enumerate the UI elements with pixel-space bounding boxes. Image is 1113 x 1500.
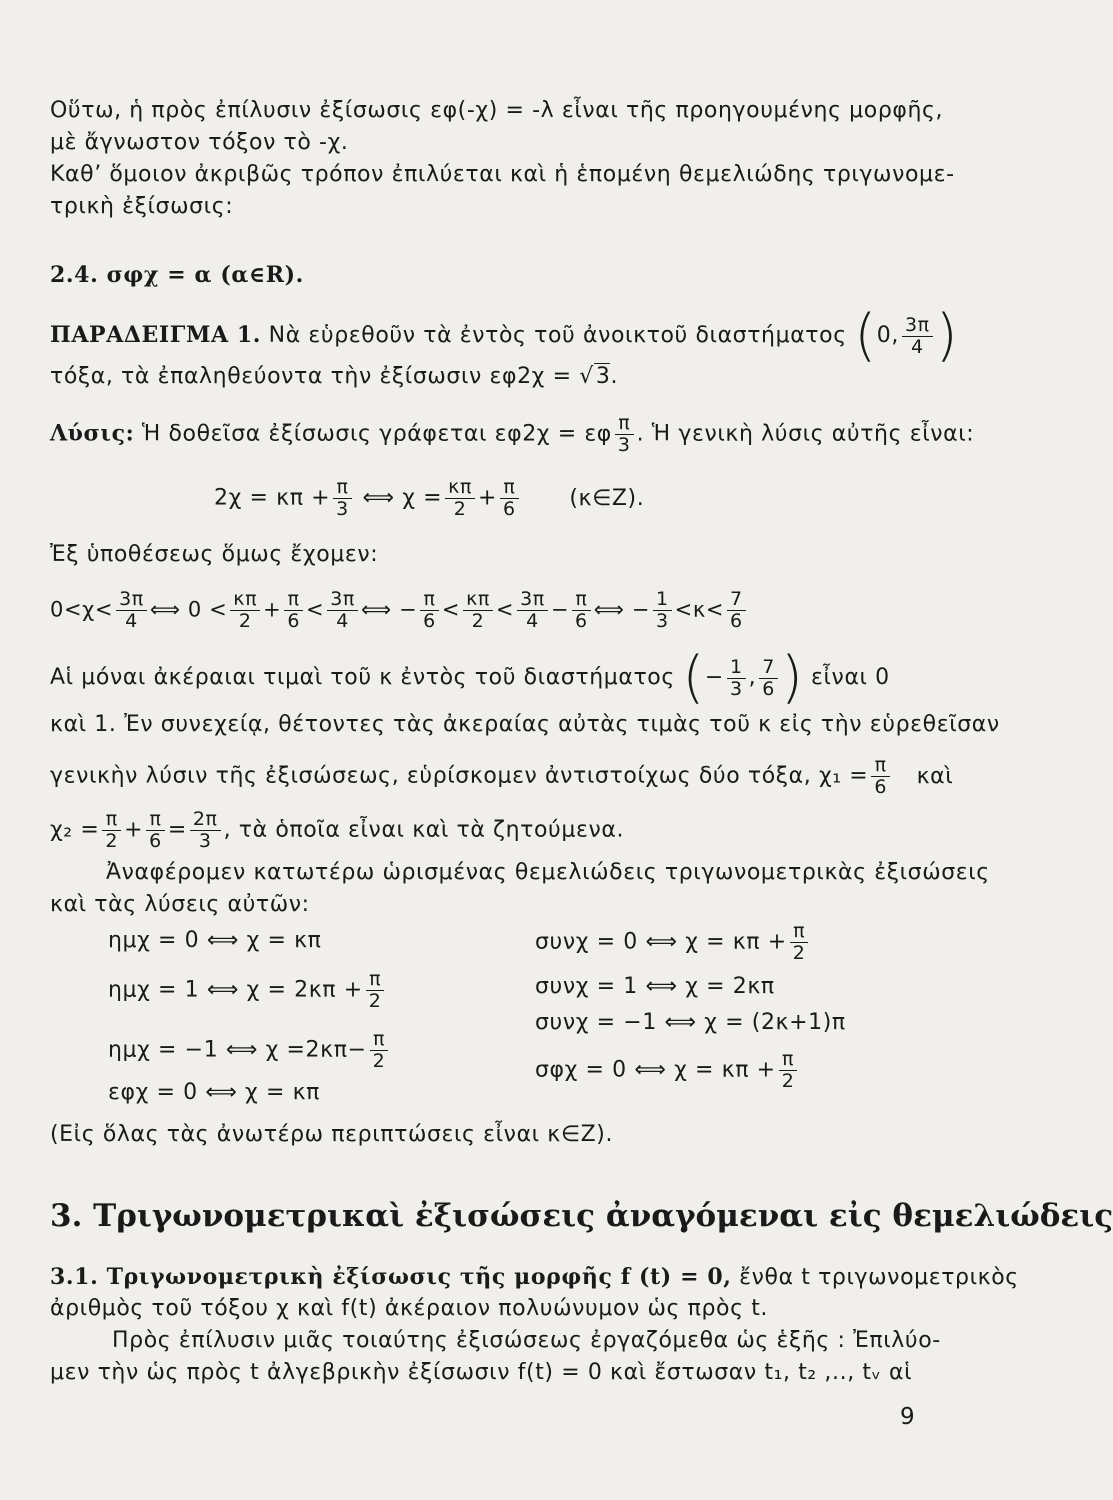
pi-half-fraction [366,970,385,1011]
one-third-fraction [653,590,672,631]
fraction-numerator: π [500,478,519,499]
x2-end: , τὰ ὁποῖα εἶναι καὶ τὰ ζητούμενα. [223,817,625,843]
kappa-range: <κ< [674,597,725,622]
fraction-numerator: κπ [230,590,260,611]
fraction-numerator: 2π [190,810,221,831]
fraction-denominator: 2 [781,1070,795,1092]
example-line-2 [50,362,910,392]
fraction-denominator: 3 [336,498,349,520]
eq-cos-one: συνχ = 1 ⟺ χ = 2κπ [535,974,775,999]
three-pi-quarter-fraction [116,590,147,631]
plus-sign: + [477,485,498,511]
fraction-numerator: π [779,1050,798,1071]
pi-sixth-fraction [500,478,519,519]
eq-cos-minus-one: συνχ = −1 ⟺ χ = (2κ+1)π [535,1010,846,1035]
fraction-numerator: 3π [902,316,933,337]
one-third-fraction [727,655,746,700]
fraction-denominator: 6 [575,610,588,632]
pi-half-fraction [779,1050,798,1091]
basic-line-2: καὶ τὰς λύσεις αὐτῶν: [50,892,310,917]
intro-line-3: Καθ’ ὅμοιον ἀκριβῶς τρόπον ἐπιλύεται καὶ ἡ ἑπομένη θεμελιώδης τριγωνομε- [50,162,955,187]
fraction-numerator: 3π [327,590,358,611]
minus-sign: − [631,597,650,622]
solution-line-1 [50,412,975,456]
equals-sign: = [167,817,187,843]
interval-start: 0, [876,323,899,348]
fraction-denominator: 3 [198,830,212,852]
section-3-1-text: ἔνθα t τριγωνομετρικὸς [739,1265,1019,1290]
pi-sixth-fraction [420,590,439,631]
fraction-numerator: π [871,756,890,777]
three-pi-quarter-fraction [327,590,358,631]
fraction-numerator: π [615,414,634,435]
integers-line-2: καὶ 1. Ἐν συνεχείᾳ, θέτοντες τὰς ἀκεραίας αὐτὰς τιμὰς τοῦ κ εἰς τὴν εὑρεθεῖσαν [50,712,1000,737]
section-2-4-heading: 2.4. σφχ = α (α∈R). [50,262,304,288]
fraction-denominator: 3 [655,610,669,632]
ineq-start: 0<χ< [50,597,114,622]
fraction-numerator: π [333,478,352,499]
pi-sixth-fraction [146,810,165,851]
fraction-denominator: 6 [149,830,162,852]
fraction-numerator: 7 [727,590,746,611]
pi-half-fraction [790,922,809,963]
sqrt-sign: √ [579,364,594,389]
minus-sign: − [398,597,418,622]
fraction-numerator: π [790,922,809,943]
fraction-numerator: 3π [517,590,548,611]
plus-sign: + [124,817,144,843]
integers-text: Αἱ μόναι ἀκέραιαι τιμαὶ τοῦ κ ἐντὸς τοῦ διαστήματος [50,665,675,690]
pi-half-fraction [370,1030,389,1071]
eq-cos-zero-text: συνχ = 0 ⟺ χ = κπ + [535,929,787,955]
eq-cot-zero-text: σφχ = 0 ⟺ χ = κπ + [535,1057,776,1083]
fraction-denominator: 4 [336,610,349,632]
fraction-denominator: 2 [238,610,252,632]
solution-text-1: Ἡ δοθεῖσα ἐξίσωσις γράφεται εφ2χ = εφ [141,421,612,447]
fraction-denominator: 2 [453,498,467,520]
two-pi-third-fraction [190,810,221,851]
solution-text-2: . Ἡ γενικὴ λύσις αὐτῆς εἶναι: [636,421,975,447]
plus-sign: + [263,597,282,622]
iff-sign: ⟺ [360,597,392,622]
general-solution-left: 2χ = κπ + [214,485,331,511]
sqrt-value: 3 [595,364,611,389]
solution-label: Λύσις: [50,420,135,447]
eq-cos-zero [535,922,811,963]
fraction-denominator: 2 [368,990,382,1012]
general-solution [214,478,1074,519]
chapter-3-heading: 3. Τριγωνομετρικαὶ ἐξισώσεις ἀναγόμεναι εἰς θεμελιώδεις [50,1198,1113,1234]
lt-sign: < [495,597,515,622]
eq-sin-one [108,970,387,1011]
pi-half-fraction [102,810,121,851]
fraction-denominator: 4 [125,610,138,632]
section-3-1-line-2: ἀριθμὸς τοῦ τόξου χ καὶ f(t) ἀκέραιον πολυώνυμον ὡς πρὸς t. [50,1296,769,1321]
integers-result: εἶναι 0 [811,665,890,690]
iff-sign: ⟺ [149,597,181,622]
fraction-numerator: π [102,810,121,831]
section-3-1-label: 3.1. Τριγωνομετρικὴ ἐξίσωσις τῆς μορφῆς f (t) = 0, [50,1264,732,1290]
fraction-numerator: κπ [463,590,493,611]
fraction-denominator: 2 [471,610,485,632]
pi-sixth-fraction [871,756,890,797]
pi-third-fraction [333,478,352,519]
seven-sixth-fraction [727,590,746,631]
hypothesis-text: Ἐξ ὑποθέσεως ὅμως ἔχομεν: [50,542,379,567]
fraction-numerator: κπ [445,478,475,499]
section-3-1-line-1 [50,1262,1019,1293]
fraction-denominator: 2 [792,942,806,964]
integers-line-4 [50,810,910,851]
fraction-numerator: π [370,1030,389,1051]
close-paren: ) [780,645,804,710]
ineq-zero: 0 < [187,597,228,622]
lt-sign: < [441,597,461,622]
fraction-denominator: 6 [503,498,516,520]
fraction-numerator: π [284,590,303,611]
page-number: 9 [900,1404,915,1430]
fraction-denominator: 2 [372,1050,386,1072]
iff-sign: ⟺ [593,597,625,622]
integers-line-3-text: γενικὴν λύσιν τῆς ἐξισώσεως, εὑρίσκομεν ἀντιστοίχως δύο τόξα, χ₁ = [50,763,869,789]
example-text: Νὰ εὑρεθοῦν τὰ ἐντὸς τοῦ ἀνοικτοῦ διαστήματος [268,323,847,348]
fraction-denominator: 6 [874,776,888,798]
open-paren: ( [854,303,877,368]
comma: , [748,665,757,690]
fraction-denominator: 2 [105,830,119,852]
close-paren: ) [935,303,959,368]
pi-sixth-fraction [572,590,591,631]
minus-sign: − [704,665,724,690]
eq-tan-zero: εφχ = 0 ⟺ χ = κπ [108,1080,320,1105]
fraction-numerator: π [366,970,385,991]
fraction-denominator: 4 [911,335,924,358]
seven-sixth-fraction [759,655,778,700]
domain-note: (Εἰς ὅλας τὰς ἀνωτέρω περιπτώσεις εἶναι κ∈Z). [50,1122,614,1147]
intro-line-2: μὲ ἄγνωστον τόξον τὸ -χ. [50,130,349,155]
general-solution-domain: (κ∈Z). [569,485,645,511]
integers-line-3-end: καὶ [916,763,954,789]
example-line-2-text: τόξα, τὰ ἐπαληθεύοντα τὴν ἐξίσωσιν εφ2χ = [50,364,572,389]
eq-sin-one-text: ημχ = 1 ⟺ χ = 2κπ + [108,977,363,1003]
fraction-denominator: 4 [526,610,539,632]
eq-sin-minus-one-text: ημχ = −1 ⟺ χ =2κπ− [108,1037,367,1063]
basic-line-1: Ἀναφέρομεν κατωτέρω ὡρισμένας θεμελιώδεις τριγωνομετρικὰς ἐξισώσεις [106,860,990,885]
section-3-1-line-4: μεν τὴν ὡς πρὸς t ἀλγεβρικὴν ἐξίσωσιν f(t) = 0 καὶ ἔστωσαν t₁, t₂ ,.., tᵥ αἱ [50,1360,913,1385]
eq-sin-zero: ημχ = 0 ⟺ χ = κπ [108,928,322,953]
intro-line-4: τρικὴ ἐξίσωσις: [50,194,234,219]
intro-line-1: Οὕτω, ἡ πρὸς ἐπίλυσιν ἐξίσωσις εφ(-χ) = -λ εἶναι τῆς προηγουμένης μορφῆς, [50,98,944,123]
eq-sin-minus-one [108,1030,391,1071]
minus-sign: − [550,597,570,622]
example-label: ΠΑΡΑΔΕΙΓΜΑ 1. [50,322,262,348]
fraction-denominator: 6 [730,610,743,632]
x2-label: χ₂ = [50,817,100,843]
kpi-half-fraction [463,590,493,631]
fraction-numerator: 1 [653,590,672,611]
interval-fraction [902,313,933,358]
inequality-chain [50,590,910,631]
fraction-numerator: 1 [727,658,746,679]
pi-third-fraction [615,414,634,455]
fraction-denominator: 3 [729,677,743,700]
general-solution-iff: ⟺ χ = [362,485,443,511]
fraction-numerator: 7 [759,658,778,679]
example-line-2-end: . [610,364,619,389]
fraction-denominator: 6 [287,610,301,632]
fraction-numerator: π [572,590,591,611]
open-paren: ( [682,645,705,710]
fraction-denominator: 6 [423,610,436,632]
fraction-denominator: 3 [617,434,631,456]
three-pi-quarter-fraction [517,590,548,631]
lt-sign: < [306,597,325,622]
fraction-denominator: 6 [762,677,775,700]
kpi-half-fraction [230,590,260,631]
kpi-half-fraction [445,478,475,519]
eq-cot-zero [535,1050,800,1091]
fraction-numerator: π [420,590,439,611]
section-3-1-line-3: Πρὸς ἐπίλυσιν μιᾶς τοιαύτης ἐξισώσεως ἐργαζόμεθα ὡς ἑξῆς : Ἐπιλύο- [112,1328,941,1353]
integers-line-3 [50,754,954,798]
integers-line-1 [50,645,910,710]
fraction-numerator: 3π [116,590,147,611]
pi-sixth-fraction [284,590,303,631]
fraction-numerator: π [146,810,165,831]
